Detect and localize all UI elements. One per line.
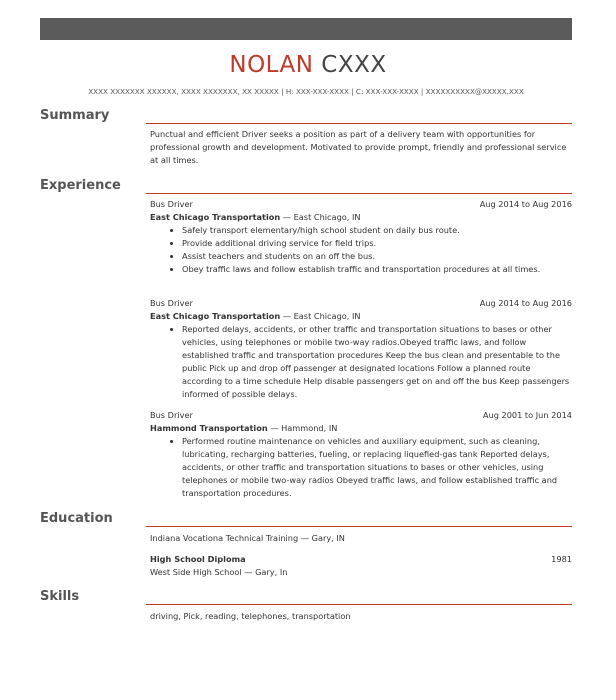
- last-name: CXXX: [321, 52, 387, 78]
- job-org: East Chicago Transportation: [150, 212, 281, 222]
- skills-rule: [146, 604, 572, 605]
- candidate-name: [0, 52, 616, 78]
- job-entry: [150, 297, 572, 401]
- job-title: Bus Driver: [150, 410, 193, 420]
- header-bar: [40, 18, 572, 40]
- job-org: East Chicago Transportation: [150, 311, 281, 321]
- job-title: Bus Driver: [150, 199, 193, 209]
- edu-school: Indiana Vocationa Technical Training: [150, 533, 299, 543]
- education-entry: [150, 553, 572, 579]
- job-bullets: [150, 323, 572, 401]
- job-location: East Chicago, IN: [293, 212, 361, 222]
- edu-location: Gary, IN: [311, 533, 345, 543]
- summary-heading: Summary: [40, 108, 110, 123]
- job-bullet: • Provide additional driving service for field trips.: [182, 237, 572, 250]
- job-bullet: • Performed routine maintenance on vehicles and auxiliary equipment, such as cleaning, lubricating, recharging batteries, fueling, or replacing liquefied-gas tank Reported delays, accidents, or other traffic and transportation situations to bases or other vehicles, using telephones or mobile two-way radios Obeyed traffic laws, and follow established traffic and transportation procedures.: [182, 435, 572, 500]
- job-dates: Aug 2014 to Aug 2016: [479, 298, 572, 308]
- job-location: East Chicago, IN: [293, 311, 361, 321]
- separator: —: [300, 533, 309, 543]
- edu-degree: High School Diploma: [150, 554, 246, 564]
- education-entry: [150, 532, 572, 545]
- contact-line: XXXX XXXXXXX XXXXXX, XXXX XXXXXXX, XX XXXXX | H: XXX-XXX-XXXX | C: XXX-XXX-XXXX | XXXXXXXXXX@XXXXX.XXX: [88, 87, 524, 96]
- job-entry: [150, 409, 572, 500]
- separator: —: [270, 423, 279, 433]
- job-bullets: [150, 435, 572, 500]
- job-bullet: • Reported delays, accidents, or other traffic and transportation situations to bases or other vehicles, using telephones or mobile two-way radios.Obeyed traffic laws, and follow established traffic and transportation procedures Keep the bus clean and presentable to the public Pick up and drop off passenger at designated locations Follow a planned route according to a time schedule Help disable passengers get on and off the bus Keep passengers informed of possible delays.: [182, 323, 572, 401]
- job-title: Bus Driver: [150, 298, 193, 308]
- skills-heading: Skills: [40, 589, 80, 604]
- job-bullet: • Assist teachers and students on an off the bus.: [182, 250, 572, 263]
- experience-rule: [146, 193, 572, 194]
- job-dates: Aug 2014 to Aug 2016: [479, 199, 572, 209]
- job-location: Hammond, IN: [281, 423, 338, 433]
- job-entry: [150, 198, 572, 276]
- first-name: NOLAN: [229, 52, 314, 78]
- experience-heading: Experience: [40, 178, 121, 193]
- education-rule: [146, 526, 572, 527]
- separator: —: [244, 567, 253, 577]
- separator: —: [282, 311, 291, 321]
- job-org: Hammond Transportation: [150, 423, 268, 433]
- skills-text: driving, Pick, reading, telephones, transportation: [150, 611, 351, 621]
- education-heading: Education: [40, 511, 113, 526]
- separator: —: [282, 212, 291, 222]
- edu-location: Gary, In: [255, 567, 288, 577]
- summary-rule: [146, 123, 572, 124]
- job-bullet: • Obey traffic laws and follow establish traffic and transportation procedures at all times.: [182, 263, 572, 276]
- summary-text: Punctual and efficient Driver seeks a position as part of a delivery team with opportunities for professional growth and development. Motivated to provide prompt, friendly and professional service at all times.: [150, 129, 567, 165]
- edu-year: 1981: [551, 554, 572, 564]
- job-bullet: • Safely transport elementary/high school student on daily bus route.: [182, 224, 572, 237]
- job-bullets: [150, 224, 572, 276]
- edu-school: West Side High School: [150, 567, 242, 577]
- job-dates: Aug 2001 to Jun 2014: [482, 410, 572, 420]
